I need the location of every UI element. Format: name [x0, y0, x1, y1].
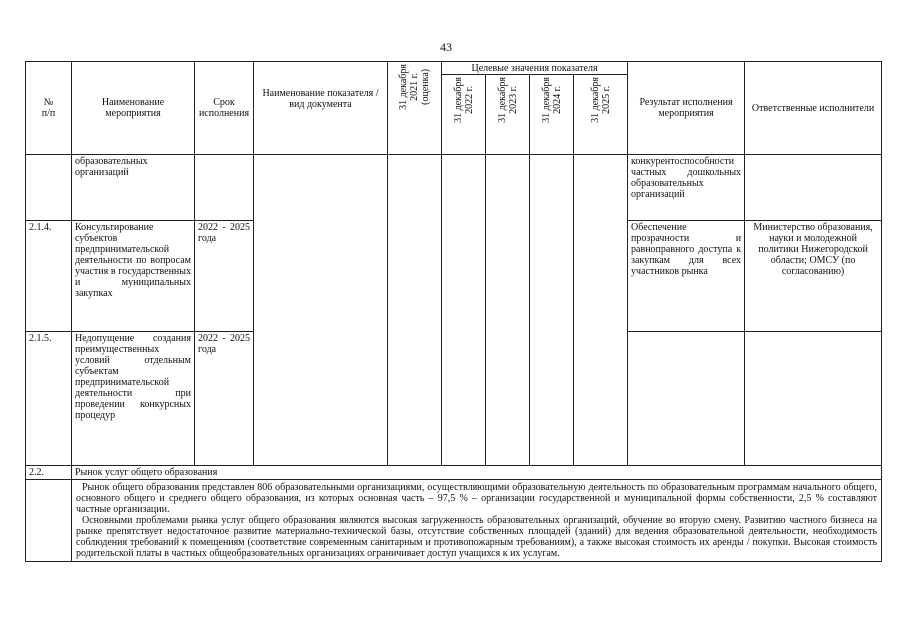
row-num: 2.1.4.	[26, 221, 72, 332]
row-num	[26, 155, 72, 221]
col-name-header: Наименование мероприятия	[72, 62, 195, 155]
section-title: Рынок услуг общего образования	[72, 466, 882, 480]
col-responsible-header: Ответственные исполнители	[745, 62, 882, 155]
section-num: 2.2.	[26, 466, 72, 480]
row-deadline	[195, 155, 254, 221]
col-num-header: № п/п	[26, 62, 72, 155]
row-num: 2.1.5.	[26, 332, 72, 466]
row-y2024	[530, 155, 574, 466]
page-number: 43	[440, 40, 452, 54]
row-deadline: 2022 - 2025 года	[195, 221, 254, 332]
row-result: Обеспечение прозрачности и равноправного доступа к закупкам для всех участников рынка	[628, 221, 745, 332]
col-indicator-header: Наименование показателя / вид документа	[254, 62, 388, 155]
description-num	[26, 480, 72, 562]
col-year-2025-header: 31 декабря 2025 г.	[574, 75, 628, 155]
row-name: образовательных организаций	[72, 155, 195, 221]
targets-header: Целевые значения показателя	[442, 62, 628, 75]
col-year-2022-header: 31 декабря 2022 г.	[442, 75, 486, 155]
section-row	[26, 466, 882, 480]
description-paragraph: Основными проблемами рынка услуг общего образования являются высокая загруженность образовательных организаций, обучение во вторую смену. Развитию частного бизнеса на рынке препятствует недостаточное развитие материально-технической базы, отсутствие собственных площадей (зданий) для ведения образовательной деятельности, необходимость соблюдения требований к помещениям (соответствие современным санитарным и противопожарным требованиям), а также высокая стоимость их аренды / покупки. Высокая стоимость родительской платы в частных общеобразовательных организациях ограничивает доступ учащихся к их услугам.	[76, 515, 878, 559]
measures-table	[25, 61, 882, 562]
section-description-row	[26, 480, 882, 562]
col-year-2023-header: 31 декабря 2023 г.	[486, 75, 530, 155]
row-responsible	[745, 332, 882, 466]
row-name: Недопущение создания преимущественных условий отдельным субъектам предпринимательской деятельности при проведении конкурсных процедур	[72, 332, 195, 466]
col-base-header: 31 декабря 2021 г. (оценка)	[388, 62, 442, 155]
col-deadline-header: Срок исполнения	[195, 62, 254, 155]
row-result	[628, 332, 745, 466]
row-indicator	[254, 155, 388, 466]
col-result-header: Результат исполнения мероприятия	[628, 62, 745, 155]
row-result: конкурентоспособности частных дошкольных образовательных организаций	[628, 155, 745, 221]
section-description	[72, 480, 882, 562]
description-paragraph: Рынок общего образования представлен 806 образовательными организациями, осуществляющими образовательную деятельность по образовательным программам начального общего, основного общего и среднего общего образования, из которых основная часть – 97,5 % – организации государственной и муниципальной формы собственности, 2,5 % составляют частные организации.	[76, 482, 878, 515]
row-y2022	[442, 155, 486, 466]
col-year-2024-header: 31 декабря 2024 г.	[530, 75, 574, 155]
row-responsible: Министерство образования, науки и молодежной политики Нижегородской области; ОМСУ (по согласованию)	[745, 221, 882, 332]
row-responsible	[745, 155, 882, 221]
table-row	[26, 155, 882, 221]
row-y2025	[574, 155, 628, 466]
row-name: Консультирование субъектов предпринимательской деятельности по вопросам участия в государственных и муниципальных закупках	[72, 221, 195, 332]
row-base	[388, 155, 442, 466]
row-deadline: 2022 - 2025 года	[195, 332, 254, 466]
row-y2023	[486, 155, 530, 466]
